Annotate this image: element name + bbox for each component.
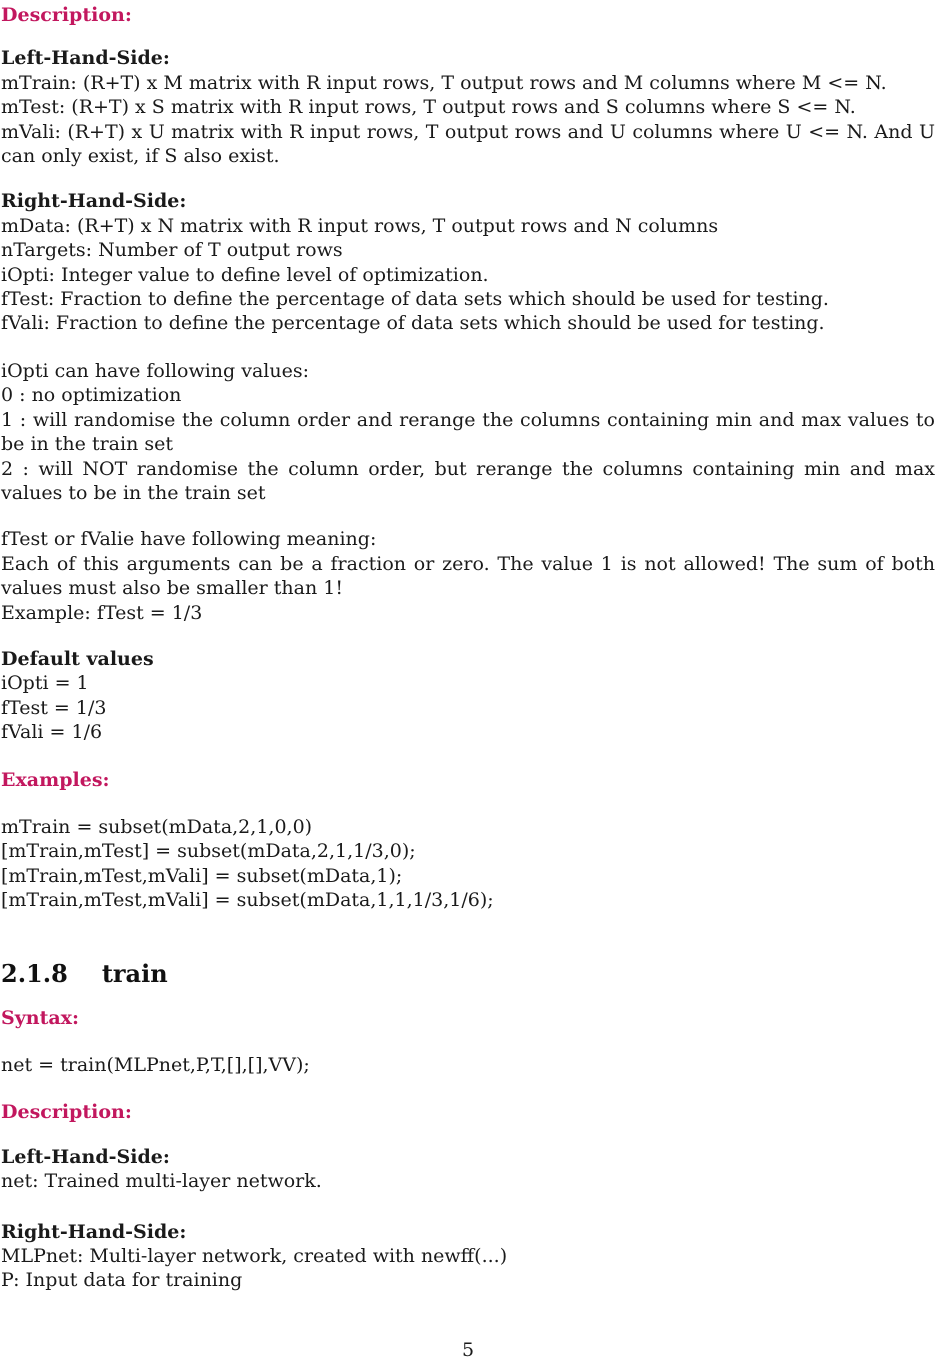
lhs-heading: Left-Hand-Side: xyxy=(1,47,170,70)
syntax-line: net = train(MLPnet,P,T,[],[],VV); xyxy=(1,1054,310,1076)
example-line-1: mTrain = subset(mData,2,1,0,0) xyxy=(1,815,313,838)
subset-rhs-block xyxy=(1,189,935,335)
example-line-4: [mTrain,mTest,mVali] = subset(mData,1,1,1/3,1/6); xyxy=(1,889,494,912)
syntax-heading: Syntax: xyxy=(1,1006,80,1029)
iopti-definition: iOpti: Integer value to define level of optimization. xyxy=(1,263,489,286)
train-rhs-heading: Right-Hand-Side: xyxy=(1,1220,187,1243)
ftest-definition: fTest: Fraction to define the percentage of data sets which should be used for testing. xyxy=(1,288,829,311)
net-definition: net: Trained multi-layer network. xyxy=(1,1170,322,1193)
fvali-definition: fVali: Fraction to define the percentage of data sets which should be used for testing. xyxy=(1,312,825,335)
fraction-note-block xyxy=(1,527,935,625)
train-rhs-block xyxy=(1,1220,935,1293)
section-heading xyxy=(1,957,935,991)
train-lhs-block xyxy=(1,1145,935,1194)
example-line-2: [mTrain,mTest] = subset(mData,2,1,1/3,0); xyxy=(1,840,416,863)
mlpnet-definition: MLPnet: Multi-layer network, created with newff(...) xyxy=(1,1245,508,1268)
mvali-definition: mVali: (R+T) x U matrix with R input rows, T output rows and U columns where U <= N. And U can only exist, if S also exist. xyxy=(1,120,935,168)
default-iopti: iOpti = 1 xyxy=(1,672,89,695)
iopti-value-2: 2 : will NOT randomise the column order, but rerange the columns containing min and max values to be in the train set xyxy=(1,457,935,504)
mtrain-definition: mTrain: (R+T) x M matrix with R input rows, T output rows and M columns where M <= N. xyxy=(1,71,887,94)
rhs-heading: Right-Hand-Side: xyxy=(1,190,187,213)
subset-lhs-block xyxy=(1,46,935,168)
iopti-value-0: 0 : no optimization xyxy=(1,384,182,407)
defaults-block xyxy=(1,647,935,745)
mtest-definition: mTest: (R+T) x S matrix with R input rows, T output rows and S columns where S <= N. xyxy=(1,96,856,119)
page-number: 5 xyxy=(461,1338,475,1358)
examples-block xyxy=(1,815,935,913)
fraction-note-intro: fTest or fValie have following meaning: xyxy=(1,528,377,551)
examples-heading: Examples: xyxy=(1,768,110,791)
default-ftest: fTest = 1/3 xyxy=(1,696,107,719)
train-description-heading: Description: xyxy=(1,1101,132,1124)
fraction-note-example: Example: fTest = 1/3 xyxy=(1,601,203,624)
train-lhs-heading: Left-Hand-Side: xyxy=(1,1145,170,1168)
iopti-values-intro: iOpti can have following values: xyxy=(1,359,310,382)
iopti-values-block xyxy=(1,359,935,505)
section-number: 2.1.8 xyxy=(1,958,68,988)
defaults-heading: Default values xyxy=(1,647,154,670)
default-fvali: fVali = 1/6 xyxy=(1,721,103,744)
p-definition: P: Input data for training xyxy=(1,1269,243,1292)
example-line-3: [mTrain,mTest,mVali] = subset(mData,1); xyxy=(1,864,403,887)
description-heading: Description: xyxy=(1,4,132,26)
mdata-definition: mData: (R+T) x N matrix with R input rows, T output rows and N columns xyxy=(1,214,719,237)
section-title: train xyxy=(101,958,168,988)
iopti-value-1: 1 : will randomise the column order and rerange the columns containing min and max values to be in the train set xyxy=(1,408,935,456)
ntargets-definition: nTargets: Number of T output rows xyxy=(1,239,343,262)
fraction-note-body: Each of this arguments can be a fraction or zero. The value 1 is not allowed! The sum of both values must also be smaller than 1! xyxy=(1,552,935,600)
